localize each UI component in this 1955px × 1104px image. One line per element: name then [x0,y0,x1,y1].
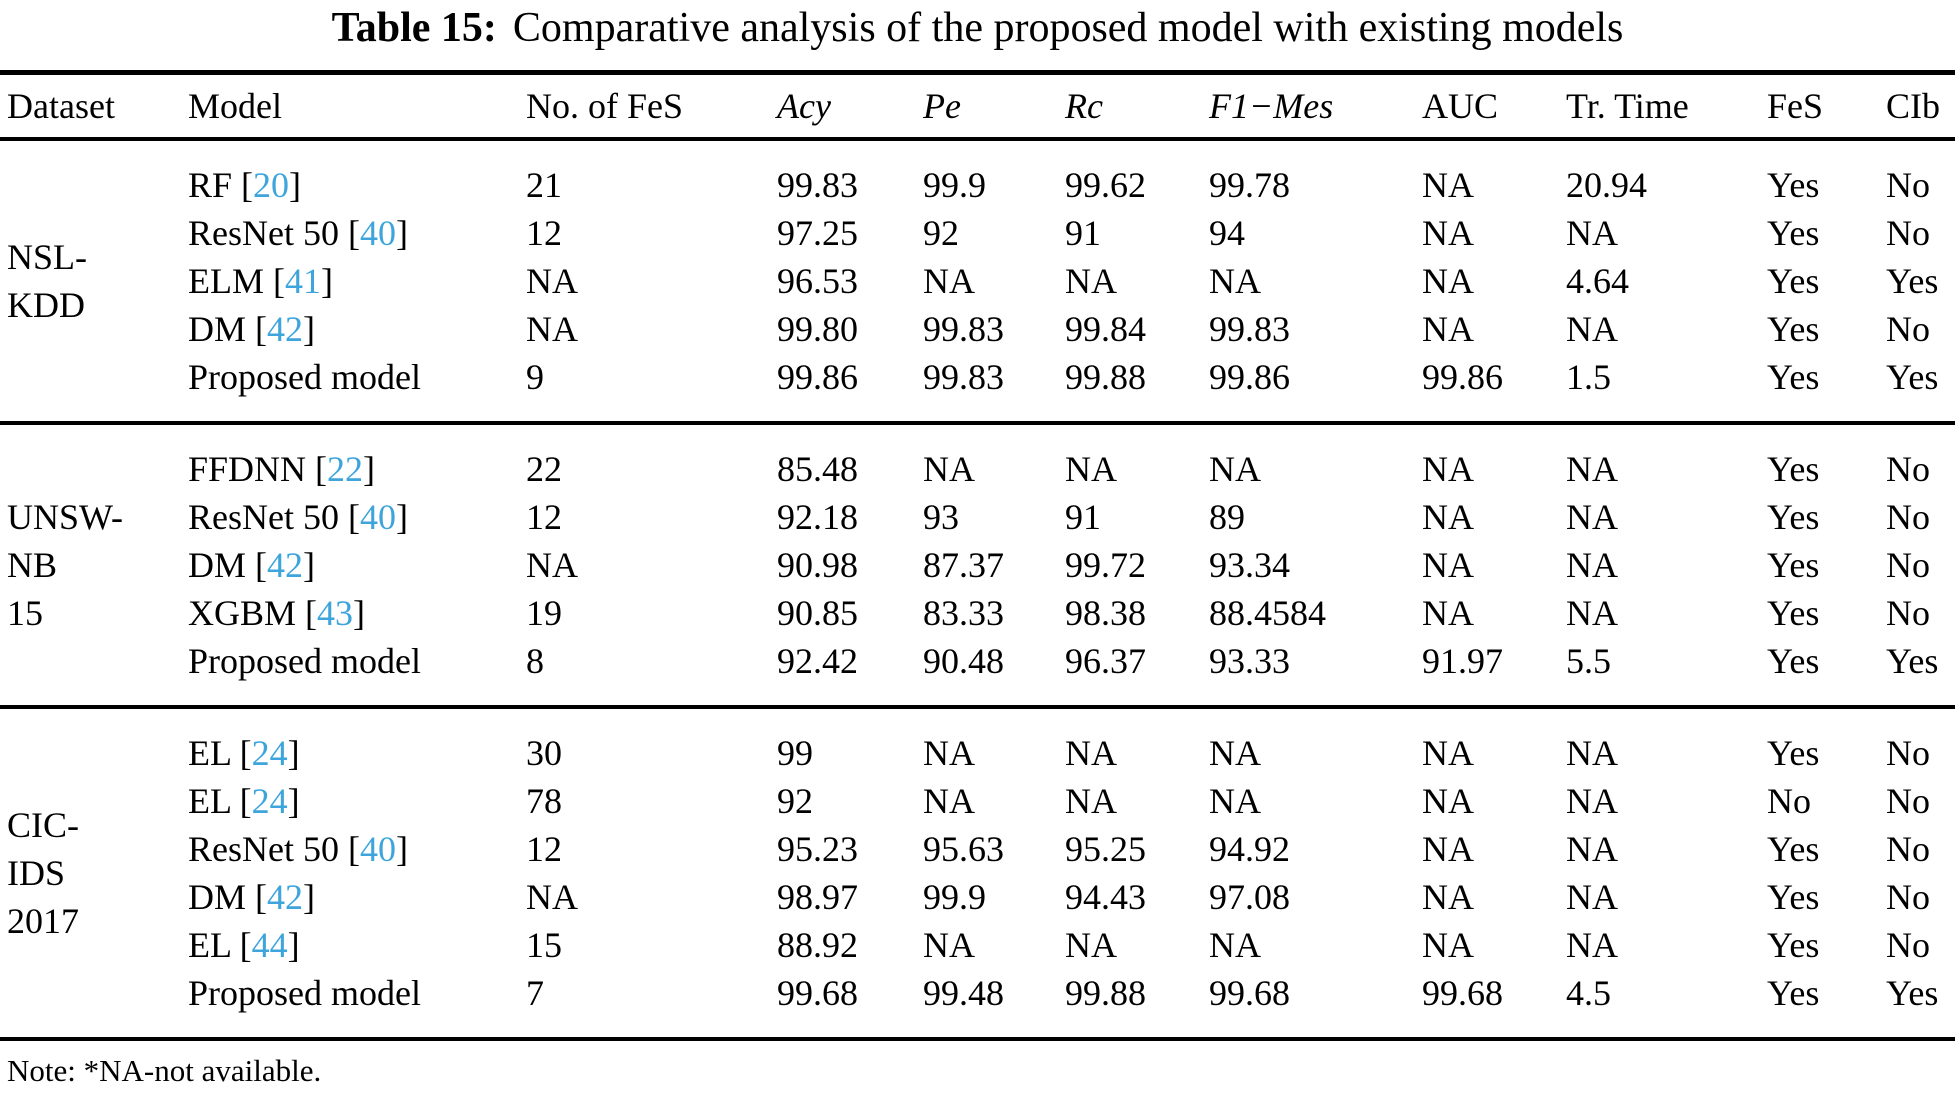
value-cell-pe: 99.48 [923,973,1004,1013]
value-cell-tr-time: NA [1566,545,1618,585]
value-cell-f1-mes: 88.4584 [1209,593,1326,633]
citation-link[interactable]: 24 [251,781,288,821]
value-cell-rc: 91 [1065,213,1101,253]
value-cell-fes: Yes [1767,357,1820,397]
value-cell-auc: 91.97 [1422,641,1503,681]
value-cell-tr-time: 4.5 [1566,973,1611,1013]
value-cell-pe: 87.37 [923,545,1004,585]
table-caption-number: Table 15: [331,5,497,51]
value-cell-auc: NA [1422,829,1474,869]
value-cell-no-of-fes: NA [526,261,578,301]
value-cell-rc: 95.25 [1065,829,1146,869]
value-cell-pe: 83.33 [923,593,1004,633]
value-cell-rc: 99.88 [1065,357,1146,397]
value-cell-tr-time: NA [1566,877,1618,917]
dataset-label [0,707,188,1039]
value-cell-fes: Yes [1767,973,1820,1013]
value-cell-rc: NA [1065,781,1117,821]
value-cell-cib: Yes [1886,641,1939,681]
value-cell-rc: NA [1065,733,1117,773]
value-cell-no-of-fes: 22 [526,449,562,489]
value-cell-acy: 99 [777,733,813,773]
model-name: Proposed model [188,973,421,1013]
table-row [0,305,1955,353]
column-header-pe: Pe [923,86,961,126]
footnote-prefix: Note: [7,1053,84,1088]
value-cell-acy: 90.98 [777,545,858,585]
value-cell-fes: Yes [1767,593,1820,633]
model-name: ResNet 50 [188,213,339,253]
dataset-label-line: 15 [7,593,43,633]
value-cell-cib: Yes [1886,261,1939,301]
column-header-dataset: Dataset [7,86,115,126]
value-cell-cib: No [1886,925,1930,965]
table-row [0,777,1955,825]
value-cell-fes: Yes [1767,925,1820,965]
value-cell-acy: 92 [777,781,813,821]
column-header-no-of-fes: No. of FeS [526,86,684,126]
value-cell-pe: NA [923,261,975,301]
value-cell-no-of-fes: NA [526,309,578,349]
value-cell-cib: No [1886,213,1930,253]
value-cell-fes: Yes [1767,261,1820,301]
value-cell-fes: Yes [1767,309,1820,349]
value-cell-cib: Yes [1886,973,1939,1013]
value-cell-rc: NA [1065,925,1117,965]
value-cell-f1-mes: 99.83 [1209,309,1290,349]
value-cell-acy: 90.85 [777,593,858,633]
model-cell: FFDNN [22] [188,449,376,489]
column-header-cib: CIb [1886,86,1940,126]
table-row [0,873,1955,921]
table-row [0,921,1955,969]
value-cell-tr-time: NA [1566,309,1618,349]
value-cell-pe: 99.9 [923,165,986,205]
value-cell-fes: Yes [1767,877,1820,917]
value-cell-no-of-fes: 19 [526,593,562,633]
column-header-auc: AUC [1422,86,1499,126]
citation-link[interactable]: 20 [253,165,290,205]
value-cell-no-of-fes: 30 [526,733,562,773]
model-cell: EL [24] [188,733,300,773]
dataset-label-line: 2017 [7,901,79,941]
dataset-label [0,139,188,423]
value-cell-acy: 99.86 [777,357,858,397]
value-cell-rc: 99.72 [1065,545,1146,585]
value-cell-auc: NA [1422,261,1474,301]
model-name: EL [188,781,231,821]
dataset-section-nsl-kdd [0,139,1955,423]
value-cell-no-of-fes: NA [526,545,578,585]
model-cell [188,353,526,423]
value-cell-tr-time: NA [1566,213,1618,253]
citation-link[interactable]: 42 [267,545,304,585]
value-cell-f1-mes: 99.86 [1209,357,1290,397]
model-cell [188,637,526,707]
value-cell-acy: 88.92 [777,925,858,965]
value-cell-auc: NA [1422,449,1474,489]
value-cell-auc: NA [1422,925,1474,965]
value-cell-fes: No [1767,781,1811,821]
value-cell-auc: 99.86 [1422,357,1503,397]
value-cell-f1-mes: 99.68 [1209,973,1290,1013]
model-name: EL [188,733,231,773]
column-header-acy: Acy [777,86,831,126]
value-cell-no-of-fes: 15 [526,925,562,965]
value-cell-f1-mes: 99.78 [1209,165,1290,205]
value-cell-rc: 96.37 [1065,641,1146,681]
value-cell-cib: No [1886,877,1930,917]
value-cell-no-of-fes: 12 [526,497,562,537]
value-cell-f1-mes: 89 [1209,497,1245,537]
value-cell-tr-time: 5.5 [1566,641,1611,681]
value-cell-cib: No [1886,497,1930,537]
model-name: DM [188,309,247,349]
table-row [0,707,1955,777]
model-name: ELM [188,261,264,301]
table-row [0,139,1955,209]
value-cell-rc: NA [1065,261,1117,301]
model-cell: DM [42] [188,545,316,585]
value-cell-rc: NA [1065,449,1117,489]
value-cell-pe: 95.63 [923,829,1004,869]
value-cell-tr-time: NA [1566,829,1618,869]
value-cell-no-of-fes: NA [526,877,578,917]
value-cell-tr-time: NA [1566,593,1618,633]
model-name: FFDNN [188,449,307,489]
column-header-f1-mes: F1−Mes [1209,86,1334,126]
table-row [0,353,1955,423]
value-cell-fes: Yes [1767,733,1820,773]
model-cell: EL [44] [188,925,300,965]
value-cell-auc: NA [1422,309,1474,349]
value-cell-auc: NA [1422,781,1474,821]
comparison-table [0,70,1955,1041]
value-cell-auc: NA [1422,165,1474,205]
dataset-label-line: NSL- [7,237,87,277]
model-name: RF [188,165,233,205]
value-cell-pe: NA [923,449,975,489]
value-cell-no-of-fes: 7 [526,973,544,1013]
model-name: Proposed model [188,357,421,397]
value-cell-auc: NA [1422,497,1474,537]
dataset-label [0,423,188,707]
model-cell: ResNet 50 [40] [188,213,408,253]
citation-link[interactable]: 42 [267,877,304,917]
value-cell-auc: NA [1422,877,1474,917]
value-cell-pe: NA [923,925,975,965]
model-name: XGBM [188,593,297,633]
value-cell-fes: Yes [1767,641,1820,681]
citation-link[interactable]: 22 [327,449,364,489]
value-cell-f1-mes: 93.33 [1209,641,1290,681]
value-cell-tr-time: 4.64 [1566,261,1629,301]
value-cell-cib: No [1886,733,1930,773]
value-cell-no-of-fes: 8 [526,641,544,681]
value-cell-pe: 99.9 [923,877,986,917]
value-cell-f1-mes: NA [1209,925,1261,965]
footnote-text: NA-not available. [99,1053,322,1088]
value-cell-f1-mes: 97.08 [1209,877,1290,917]
model-cell: DM [42] [188,877,316,917]
value-cell-cib: No [1886,165,1930,205]
value-cell-f1-mes: NA [1209,261,1261,301]
value-cell-fes: Yes [1767,829,1820,869]
model-cell: ResNet 50 [40] [188,497,408,537]
value-cell-auc: NA [1422,545,1474,585]
model-cell: EL [24] [188,781,300,821]
value-cell-no-of-fes: 9 [526,357,544,397]
table-row [0,825,1955,873]
value-cell-tr-time: NA [1566,925,1618,965]
table-header [0,73,1955,140]
dataset-label-line: CIC- [7,805,79,845]
table-row [0,493,1955,541]
model-name: EL [188,925,231,965]
value-cell-cib: No [1886,545,1930,585]
model-name: Proposed model [188,641,421,681]
value-cell-rc: 99.84 [1065,309,1146,349]
value-cell-acy: 97.25 [777,213,858,253]
model-cell: XGBM [43] [188,593,366,633]
table-row [0,589,1955,637]
value-cell-auc: 99.68 [1422,973,1503,1013]
value-cell-acy: 99.83 [777,165,858,205]
model-cell: ELM [41] [188,261,333,301]
dataset-section-cic-ids2017 [0,707,1955,1039]
model-cell: ResNet 50 [40] [188,829,408,869]
model-name: ResNet 50 [188,497,339,537]
value-cell-pe: 92 [923,213,959,253]
model-cell: RF [20] [188,165,302,205]
value-cell-fes: Yes [1767,497,1820,537]
table-row [0,969,1955,1039]
value-cell-auc: NA [1422,593,1474,633]
model-cell [188,969,526,1039]
value-cell-acy: 92.42 [777,641,858,681]
citation-link[interactable]: 41 [285,261,321,301]
value-cell-cib: No [1886,829,1930,869]
value-cell-f1-mes: NA [1209,449,1261,489]
value-cell-f1-mes: NA [1209,781,1261,821]
value-cell-f1-mes: 94 [1209,213,1245,253]
citation-link[interactable]: 40 [359,829,396,869]
value-cell-f1-mes: 94.92 [1209,829,1290,869]
table-caption-text: Comparative analysis of the proposed model with existing models [512,5,1624,51]
value-cell-f1-mes: 93.34 [1209,545,1290,585]
column-header-tr-time: Tr. Time [1566,86,1689,126]
table-header-row [0,73,1955,140]
value-cell-tr-time: 1.5 [1566,357,1611,397]
model-cell: DM [42] [188,309,316,349]
value-cell-cib: No [1886,593,1930,633]
table-row [0,423,1955,493]
dataset-label-line: KDD [7,285,85,325]
model-name: DM [188,545,247,585]
footnote-asterisk: * [83,1053,100,1088]
value-cell-rc: 91 [1065,497,1101,537]
value-cell-cib: No [1886,449,1930,489]
value-cell-tr-time: NA [1566,781,1618,821]
value-cell-acy: 98.97 [777,877,858,917]
dataset-label-line: IDS [7,853,66,893]
value-cell-pe: 90.48 [923,641,1004,681]
table-row [0,257,1955,305]
value-cell-fes: Yes [1767,545,1820,585]
table-footnote [7,1053,1955,1089]
value-cell-acy: 95.23 [777,829,858,869]
table-row [0,541,1955,589]
value-cell-cib: No [1886,781,1930,821]
column-header-rc: Rc [1065,86,1103,126]
value-cell-fes: Yes [1767,449,1820,489]
citation-link[interactable]: 40 [359,497,396,537]
citation-link[interactable]: 43 [317,593,354,633]
citation-link[interactable]: 44 [251,925,288,965]
value-cell-pe: 93 [923,497,959,537]
dataset-label-line: NB [7,545,58,585]
value-cell-acy: 99.68 [777,973,858,1013]
value-cell-auc: NA [1422,733,1474,773]
value-cell-rc: 99.62 [1065,165,1146,205]
value-cell-cib: No [1886,309,1930,349]
citation-link[interactable]: 24 [251,733,288,773]
value-cell-fes: Yes [1767,165,1820,205]
value-cell-acy: 92.18 [777,497,858,537]
value-cell-tr-time: NA [1566,497,1618,537]
value-cell-acy: 96.53 [777,261,858,301]
column-header-fes: FeS [1767,86,1824,126]
value-cell-acy: 85.48 [777,449,858,489]
table-caption [0,0,1955,70]
table-row [0,209,1955,257]
model-name: DM [188,877,247,917]
citation-link[interactable]: 42 [267,309,304,349]
value-cell-pe: 99.83 [923,357,1004,397]
value-cell-rc: 99.88 [1065,973,1146,1013]
citation-link[interactable]: 40 [359,213,396,253]
column-header-model: Model [188,86,282,126]
model-name: ResNet 50 [188,829,339,869]
value-cell-rc: 98.38 [1065,593,1146,633]
value-cell-pe: 99.83 [923,309,1004,349]
table-row [0,637,1955,707]
value-cell-no-of-fes: 12 [526,829,562,869]
dataset-section-unsw-nb15 [0,423,1955,707]
value-cell-cib: Yes [1886,357,1939,397]
value-cell-acy: 99.80 [777,309,858,349]
dataset-label-line: UNSW- [7,497,123,537]
value-cell-tr-time: NA [1566,733,1618,773]
value-cell-pe: NA [923,781,975,821]
value-cell-no-of-fes: 12 [526,213,562,253]
value-cell-rc: 94.43 [1065,877,1146,917]
value-cell-auc: NA [1422,213,1474,253]
value-cell-tr-time: 20.94 [1566,165,1647,205]
value-cell-no-of-fes: 78 [526,781,562,821]
value-cell-fes: Yes [1767,213,1820,253]
value-cell-no-of-fes: 21 [526,165,562,205]
value-cell-tr-time: NA [1566,449,1618,489]
value-cell-pe: NA [923,733,975,773]
value-cell-f1-mes: NA [1209,733,1261,773]
